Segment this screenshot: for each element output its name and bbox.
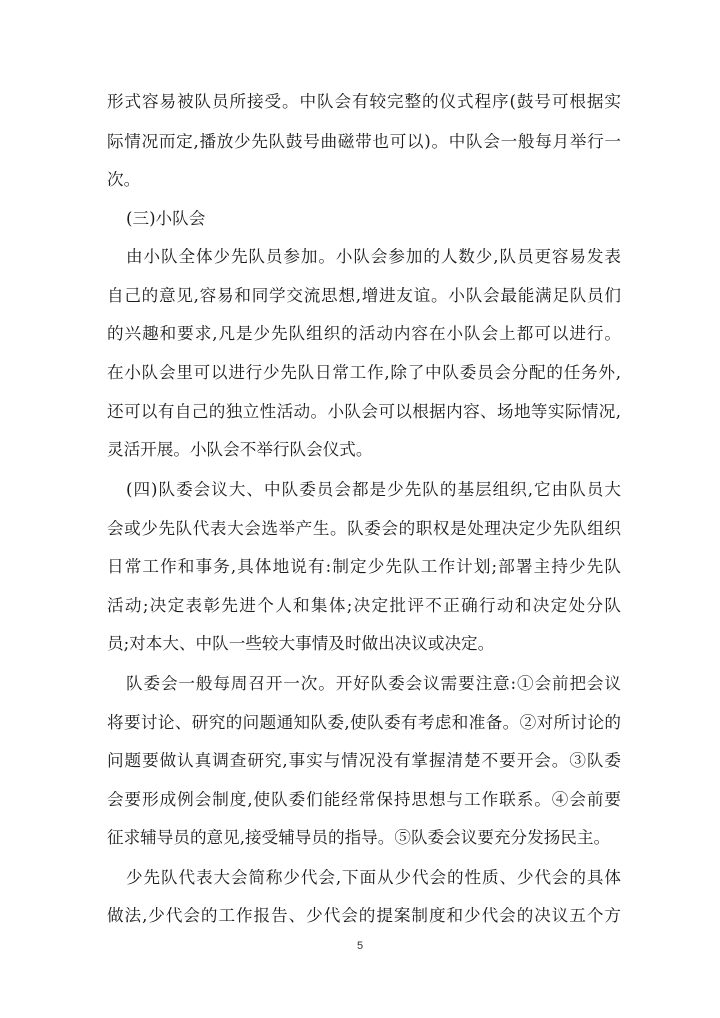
- text-line-9: 还可以有自己的独立性活动。小队会可以根据内容、场地等实际情况,: [107, 402, 621, 421]
- text-line-1: 形式容易被队员所接受。中队会有较完整的仪式程序(鼓号可根据实: [107, 92, 621, 111]
- page-number: 5: [356, 940, 364, 952]
- text-line-20: 征求辅导员的意见,接受辅导员的指导。⑤队委会议要充分发扬民主。: [107, 828, 611, 847]
- text-line-14: 活动;决定表彰先进个人和集体;决定批评不正确行动和决定处分队: [107, 596, 621, 615]
- text-line-2: 际情况而定,播放少先队鼓号曲磁带也可以)。中队会一般每月举行一: [107, 132, 621, 151]
- text-line-21: 少先队代表大会简称少代会,下面从少代会的性质、少代会的具体: [126, 868, 621, 887]
- text-line-7: 的兴趣和要求,凡是少先队组织的活动内容在小队会上都可以进行。: [107, 324, 621, 343]
- text-line-13: 日常工作和事务,具体地说有:制定少先队工作计划;部署主持少先队: [107, 557, 621, 576]
- text-line-18: 问题要做认真调查研究,事实与情况没有掌握清楚不要开会。③队委: [107, 751, 621, 770]
- text-line-5: 由小队全体少先队员参加。小队会参加的人数少,队员更容易发表: [126, 247, 621, 266]
- section-heading-3: (三)小队会: [126, 209, 206, 228]
- text-line-17: 将要讨论、研究的问题通知队委,使队委有考虑和准备。②对所讨论的: [107, 713, 621, 732]
- text-line-3: 次。: [107, 170, 141, 189]
- text-line-19: 会要形成例会制度,使队委们能经常保持思想与工作联系。④会前要: [107, 790, 621, 809]
- text-line-10: 灵活开展。小队会不举行队会仪式。: [107, 440, 373, 459]
- section-heading-4: (四)队委会议大、中队委员会都是少先队的基层组织,它由队员大: [126, 480, 621, 499]
- text-line-12: 会或少先队代表大会选举产生。队委会的职权是处理决定少先队组织: [107, 519, 621, 538]
- text-line-8: 在小队会里可以进行少先队日常工作,除了中队委员会分配的任务外,: [107, 363, 621, 382]
- text-line-6: 自己的意见,容易和同学交流思想,增进友谊。小队会最能满足队员们: [107, 286, 621, 305]
- text-line-15: 员;对本大、中队一些较大事情及时做出决议或决定。: [107, 634, 495, 653]
- text-line-22: 做法,少代会的工作报告、少代会的提案制度和少代会的决议五个方: [107, 906, 621, 925]
- text-line-16: 队委会一般每周召开一次。开好队委会议需要注意:①会前把会议: [126, 674, 621, 693]
